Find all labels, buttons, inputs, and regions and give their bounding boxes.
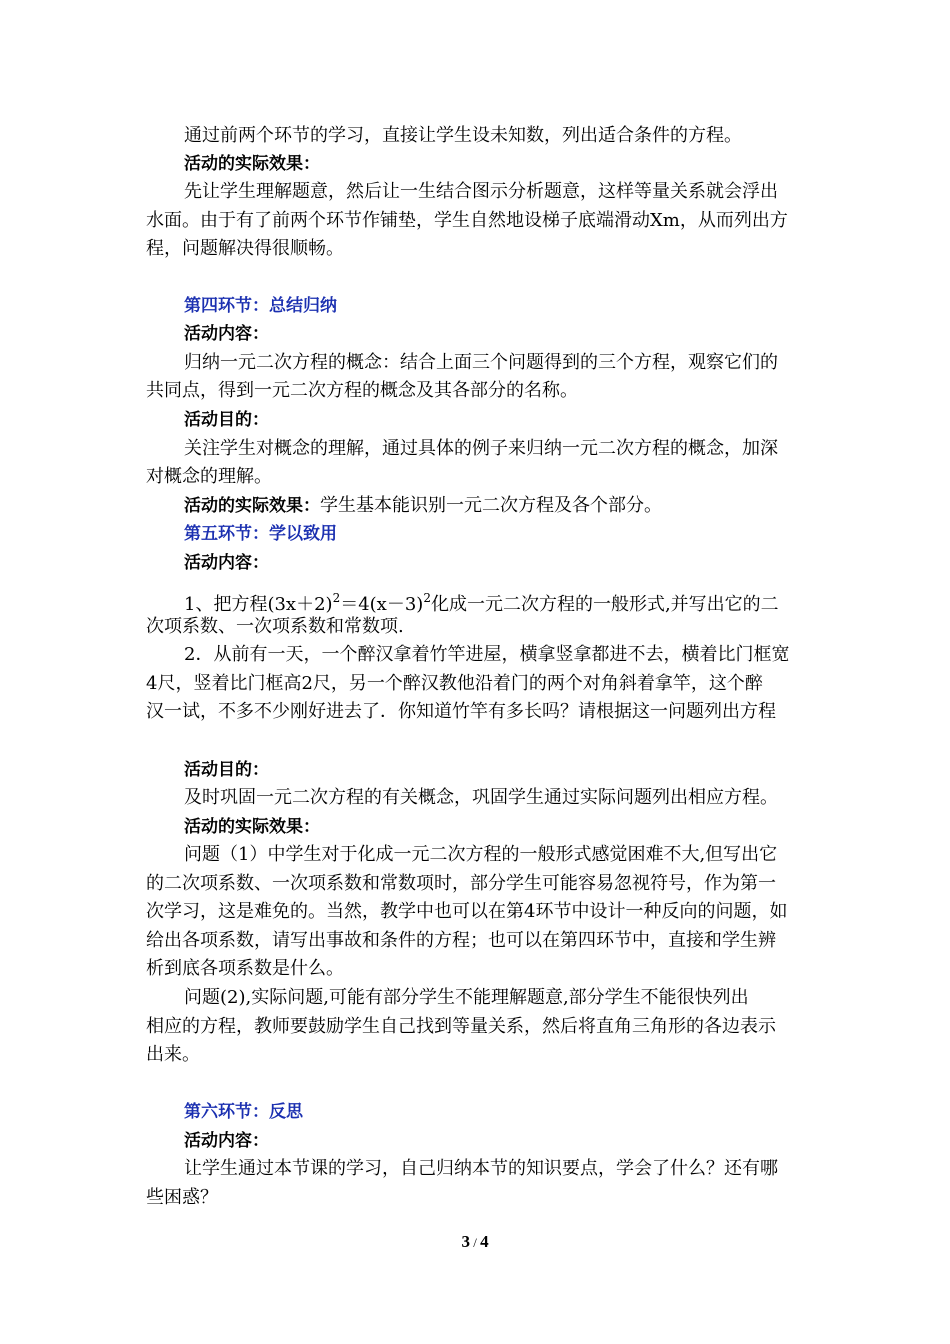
paragraph-line: 让学生通过本节课的学习，自己归纳本节的知识要点，学会了什么？还有哪	[184, 1158, 778, 1179]
paragraph-line: 4尺，竖着比门框高2尺，另一个醉汉教他沿着门的两个对角斜着拿竿，这个醉	[146, 673, 763, 694]
section-label: 活动目的：	[184, 760, 269, 780]
page-total: 4	[480, 1232, 489, 1251]
equation-part: 化成一元二次方程的一般形式,并写出它的二	[430, 594, 779, 615]
paragraph-line: 问题(2),实际问题,可能有部分学生不能理解题意,部分学生不能很快列出	[184, 987, 749, 1008]
section-label: 活动内容：	[184, 1131, 269, 1151]
section-label: 活动内容：	[184, 324, 269, 344]
section-label: 活动的实际效果：	[184, 496, 320, 516]
section-heading-5: 第五环节：学以致用	[184, 524, 337, 544]
paragraph-line: 及时巩固一元二次方程的有关概念，巩固学生通过实际问题列出相应方程。	[184, 787, 778, 808]
paragraph-line: 析到底各项系数是什么。	[146, 958, 344, 979]
superscript: 2	[332, 591, 341, 605]
page-current: 3	[461, 1232, 470, 1251]
paragraph-line: 程，问题解决得很顺畅。	[146, 238, 344, 259]
paragraph-line: 通过前两个环节的学习，直接让学生设未知数，列出适合条件的方程。	[184, 125, 742, 146]
paragraph-line: 共同点，得到一元二次方程的概念及其各部分的名称。	[146, 380, 578, 401]
paragraph-line: 2．从前有一天，一个醉汉拿着竹竿进屋，横拿竖拿都进不去，横着比门框宽	[184, 644, 790, 665]
paragraph-line: 的二次项系数、一次项系数和常数项时，部分学生可能容易忽视符号，作为第一	[146, 873, 776, 894]
paragraph-line: 次学习，这是难免的。当然，教学中也可以在第4环节中设计一种反向的问题，如	[146, 901, 788, 922]
equation-line	[184, 586, 779, 617]
paragraph-line: 归纳一元二次方程的概念：结合上面三个问题得到的三个方程，观察它们的	[184, 352, 778, 373]
section-heading-6: 第六环节：反思	[184, 1102, 303, 1122]
section-heading-4: 第四环节：总结归纳	[184, 296, 337, 316]
paragraph-line: 先让学生理解题意，然后让一生结合图示分析题意，这样等量关系就会浮出	[184, 181, 778, 202]
paragraph-line: 对概念的理解。	[146, 466, 272, 487]
page-separator: /	[469, 1235, 481, 1250]
section-label: 活动内容：	[184, 553, 269, 573]
equation-part: 1、把方程(3x＋2)	[184, 594, 333, 615]
paragraph-line: 相应的方程，教师要鼓励学生自己找到等量关系，然后将直角三角形的各边表示	[146, 1016, 776, 1037]
paragraph-line: 关注学生对概念的理解，通过具体的例子来归纳一元二次方程的概念，加深	[184, 438, 778, 459]
superscript: 2	[423, 591, 431, 605]
inline-text: 学生基本能识别一元二次方程及各个部分。	[320, 495, 662, 516]
paragraph-line: 问题（1）中学生对于化成一元二次方程的一般形式感觉困难不大,但写出它	[184, 844, 778, 865]
paragraph-line: 给出各项系数，请写出事故和条件的方程；也可以在第四环节中，直接和学生辨	[146, 930, 776, 951]
paragraph-line: 出来。	[146, 1044, 200, 1065]
section-label: 活动的实际效果：	[184, 817, 320, 837]
paragraph-line: 汉一试，不多不少刚好进去了．你知道竹竿有多长吗？请根据这一问题列出方程	[146, 701, 776, 722]
paragraph-line: 些困惑？	[146, 1187, 218, 1208]
paragraph-line	[184, 494, 662, 518]
paragraph-line: 水面。由于有了前两个环节作铺垫，学生自然地设梯子底端滑动Xm，从而列出方	[146, 210, 788, 231]
section-label: 活动的实际效果：	[184, 154, 320, 174]
section-label: 活动目的：	[184, 410, 269, 430]
paragraph-line: 次项系数、一次项系数和常数项.	[146, 616, 404, 637]
page-number	[0, 1232, 950, 1252]
equation-part: ＝4(x－3)	[340, 594, 424, 615]
